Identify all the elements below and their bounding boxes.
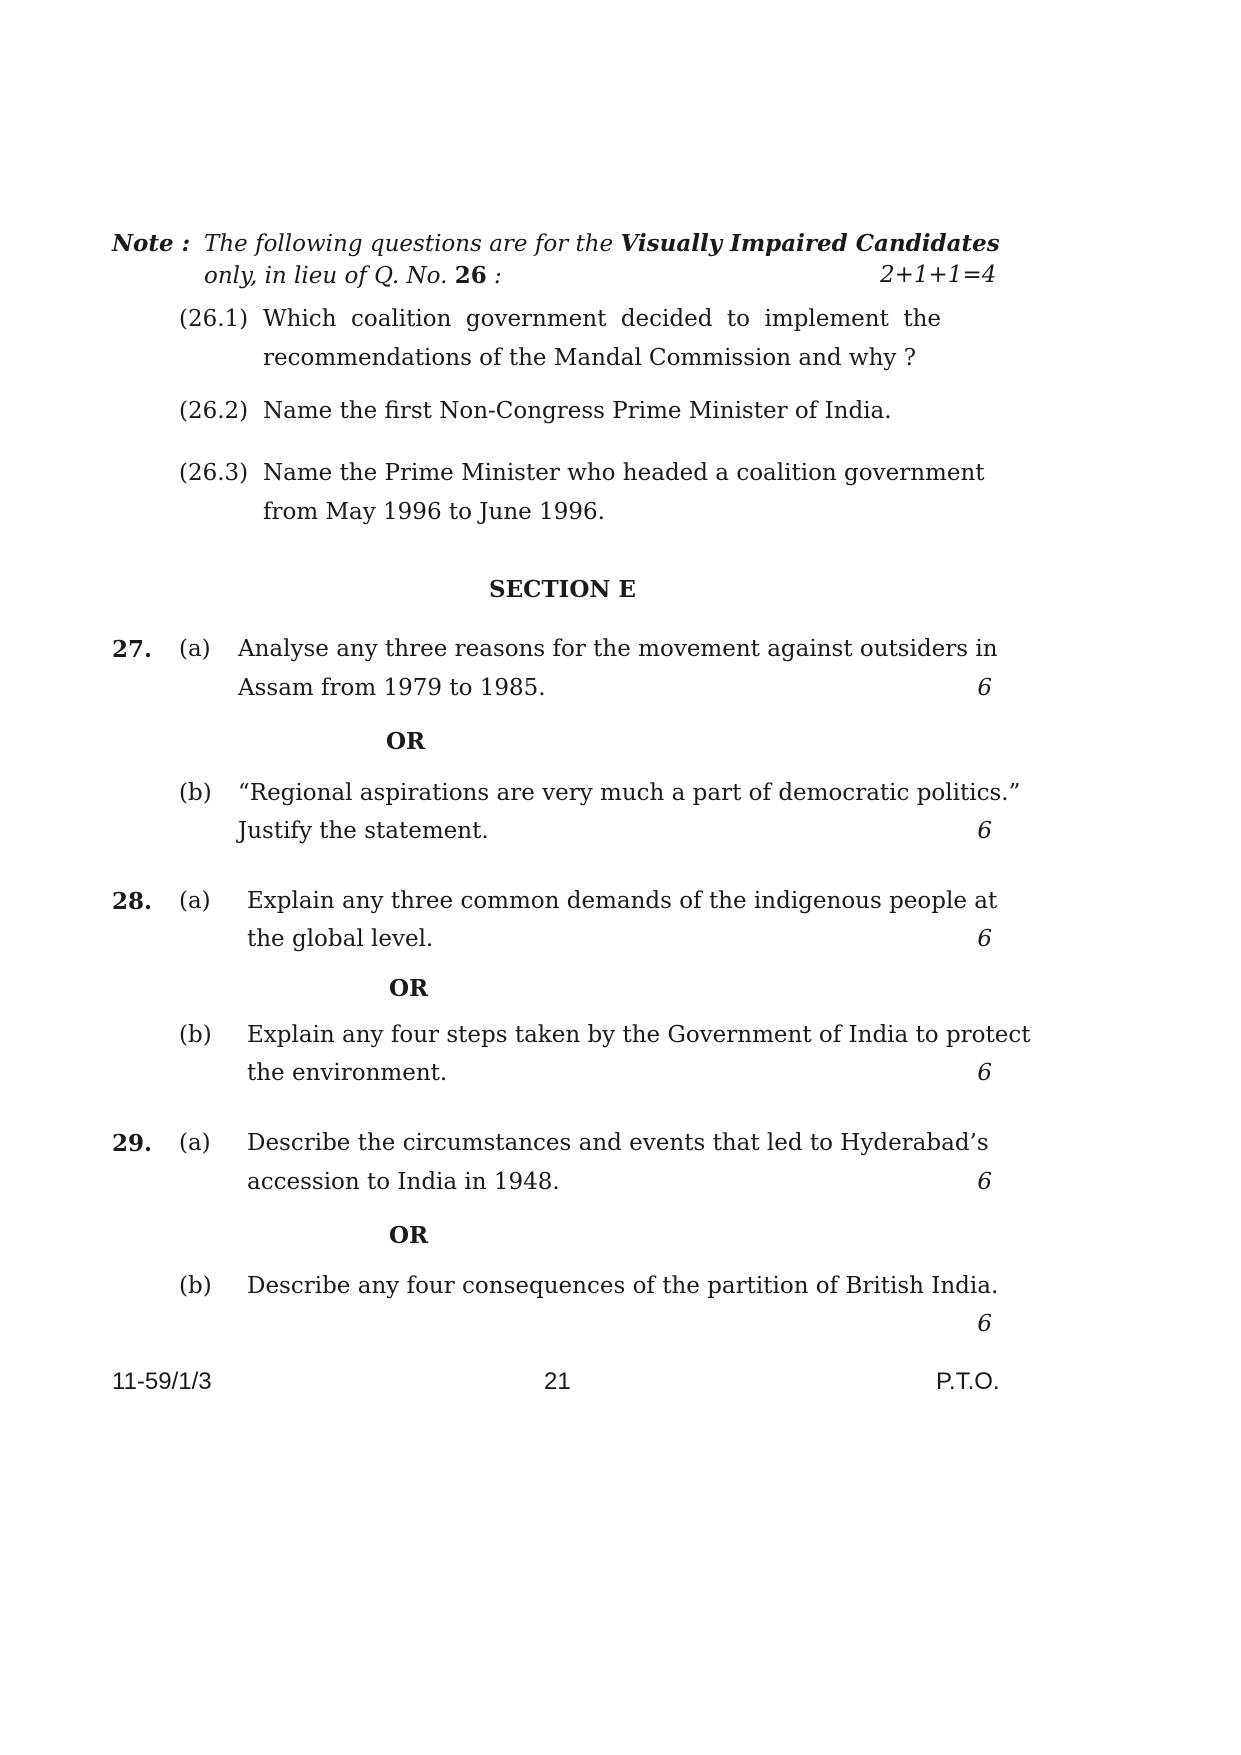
question-text: accession to India in 1948. [247,1169,560,1195]
sub-question-text: from May 1996 to June 1996. [263,499,605,525]
question-text: Analyse any three reasons for the movement against outsiders in [238,636,998,662]
question-text: Describe the circumstances and events that led to Hyderabad’s [247,1130,989,1156]
marks: 6 [977,1060,992,1086]
question-text: Explain any three common demands of the indigenous people at [247,888,998,914]
option-label: (b) [179,1273,212,1299]
sub-question-number: (26.3) [179,460,249,486]
or-separator: OR [386,728,426,755]
marks: 6 [977,1169,992,1195]
page-number: 21 [544,1368,571,1395]
question-text: Describe any four consequences of the partition of British India. [247,1273,999,1299]
marks: 6 [977,818,992,844]
option-label: (b) [179,1022,212,1048]
question-text: the environment. [247,1060,448,1086]
sub-question-text: recommendations of the Mandal Commission and why ? [263,345,917,371]
or-separator: OR [389,1222,429,1249]
or-separator: OR [389,975,429,1002]
marks: 6 [977,675,992,701]
question-number: 29. [112,1130,153,1157]
sub-question-text: Name the Prime Minister who headed a coalition government [263,460,985,486]
option-label: (a) [179,636,211,662]
note-label: Note : [112,230,191,257]
option-label: (a) [179,888,211,914]
note-line-2: only, in lieu of Q. No. 26 : [204,262,502,289]
sub-question-number: (26.2) [179,398,249,424]
question-text: Explain any four steps taken by the Government of India to protect [247,1022,1031,1048]
paper-code: 11-59/1/3 [112,1368,212,1395]
marks: 6 [977,1311,992,1337]
note-marks: 2+1+1=4 [880,262,997,288]
question-text: “Regional aspirations are very much a part of democratic politics.” [238,780,1021,806]
question-number: 27. [112,636,153,663]
sub-question-number: (26.1) [179,306,249,332]
question-text: the global level. [247,926,434,952]
note-line-1: The following questions are for the Visually Impaired Candidates [204,230,1000,257]
sub-question-text: Name the first Non-Congress Prime Minister of India. [263,398,892,424]
pto-label: P.T.O. [936,1368,1000,1395]
section-title: SECTION E [489,576,636,603]
sub-question-text: Which coalition government decided to implement the [263,306,941,332]
marks: 6 [977,926,992,952]
question-text: Assam from 1979 to 1985. [238,675,546,701]
option-label: (a) [179,1130,211,1156]
question-number: 28. [112,888,153,915]
question-text: Justify the statement. [238,818,489,844]
option-label: (b) [179,780,212,806]
